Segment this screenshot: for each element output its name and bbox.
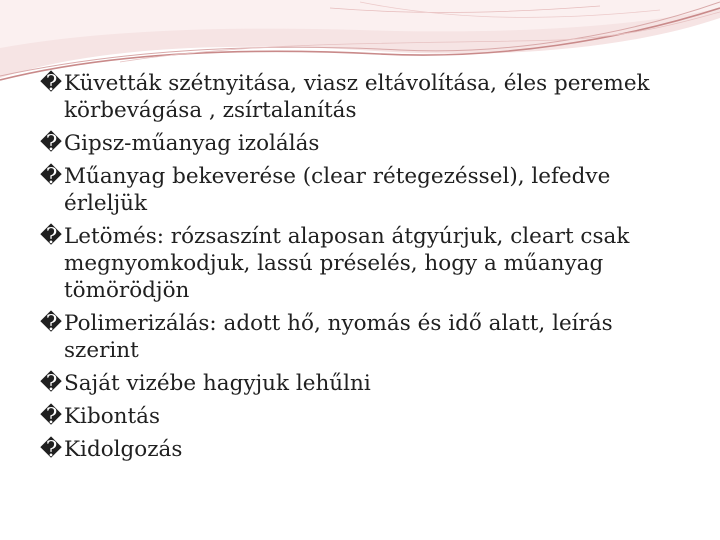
slide-content <box>40 70 690 469</box>
bullet-glyph-icon: � <box>40 311 63 336</box>
bullet-text: Kidolgozás <box>64 437 183 462</box>
bullet-glyph-icon: � <box>40 437 63 462</box>
bullet-item <box>40 70 690 124</box>
bullet-text: Kibontás <box>64 404 160 429</box>
bullet-glyph-icon: � <box>40 164 63 189</box>
bullet-glyph-icon: � <box>40 131 63 156</box>
bullet-text: Gipsz-műanyag izolálás <box>64 131 320 156</box>
bullet-item <box>40 130 690 157</box>
bullet-glyph-icon: � <box>40 224 63 249</box>
bullet-glyph-icon: � <box>40 71 63 96</box>
bullet-text: Saját vizébe hagyjuk lehűlni <box>64 371 371 396</box>
bullet-item <box>40 310 690 364</box>
bullet-item <box>40 370 690 397</box>
bullet-list <box>40 70 690 463</box>
bullet-item <box>40 403 690 430</box>
bullet-text: Küvetták szétnyitása, viasz eltávolítása, éles peremek körbevágása , zsírtalanítás <box>64 71 650 123</box>
bullet-glyph-icon: � <box>40 404 63 429</box>
bullet-text: Letömés: rózsaszínt alaposan átgyúrjuk, cleart csak megnyomkodjuk, lassú préselés, hogy a műanyag tömörödjön <box>64 224 630 303</box>
bullet-glyph-icon: � <box>40 371 63 396</box>
bullet-text: Polimerizálás: adott hő, nyomás és idő alatt, leírás szerint <box>64 311 613 363</box>
bullet-item <box>40 436 690 463</box>
bullet-item <box>40 223 690 304</box>
bullet-item <box>40 163 690 217</box>
bullet-text: Műanyag bekeverése (clear rétegezéssel), lefedve érleljük <box>64 164 611 216</box>
